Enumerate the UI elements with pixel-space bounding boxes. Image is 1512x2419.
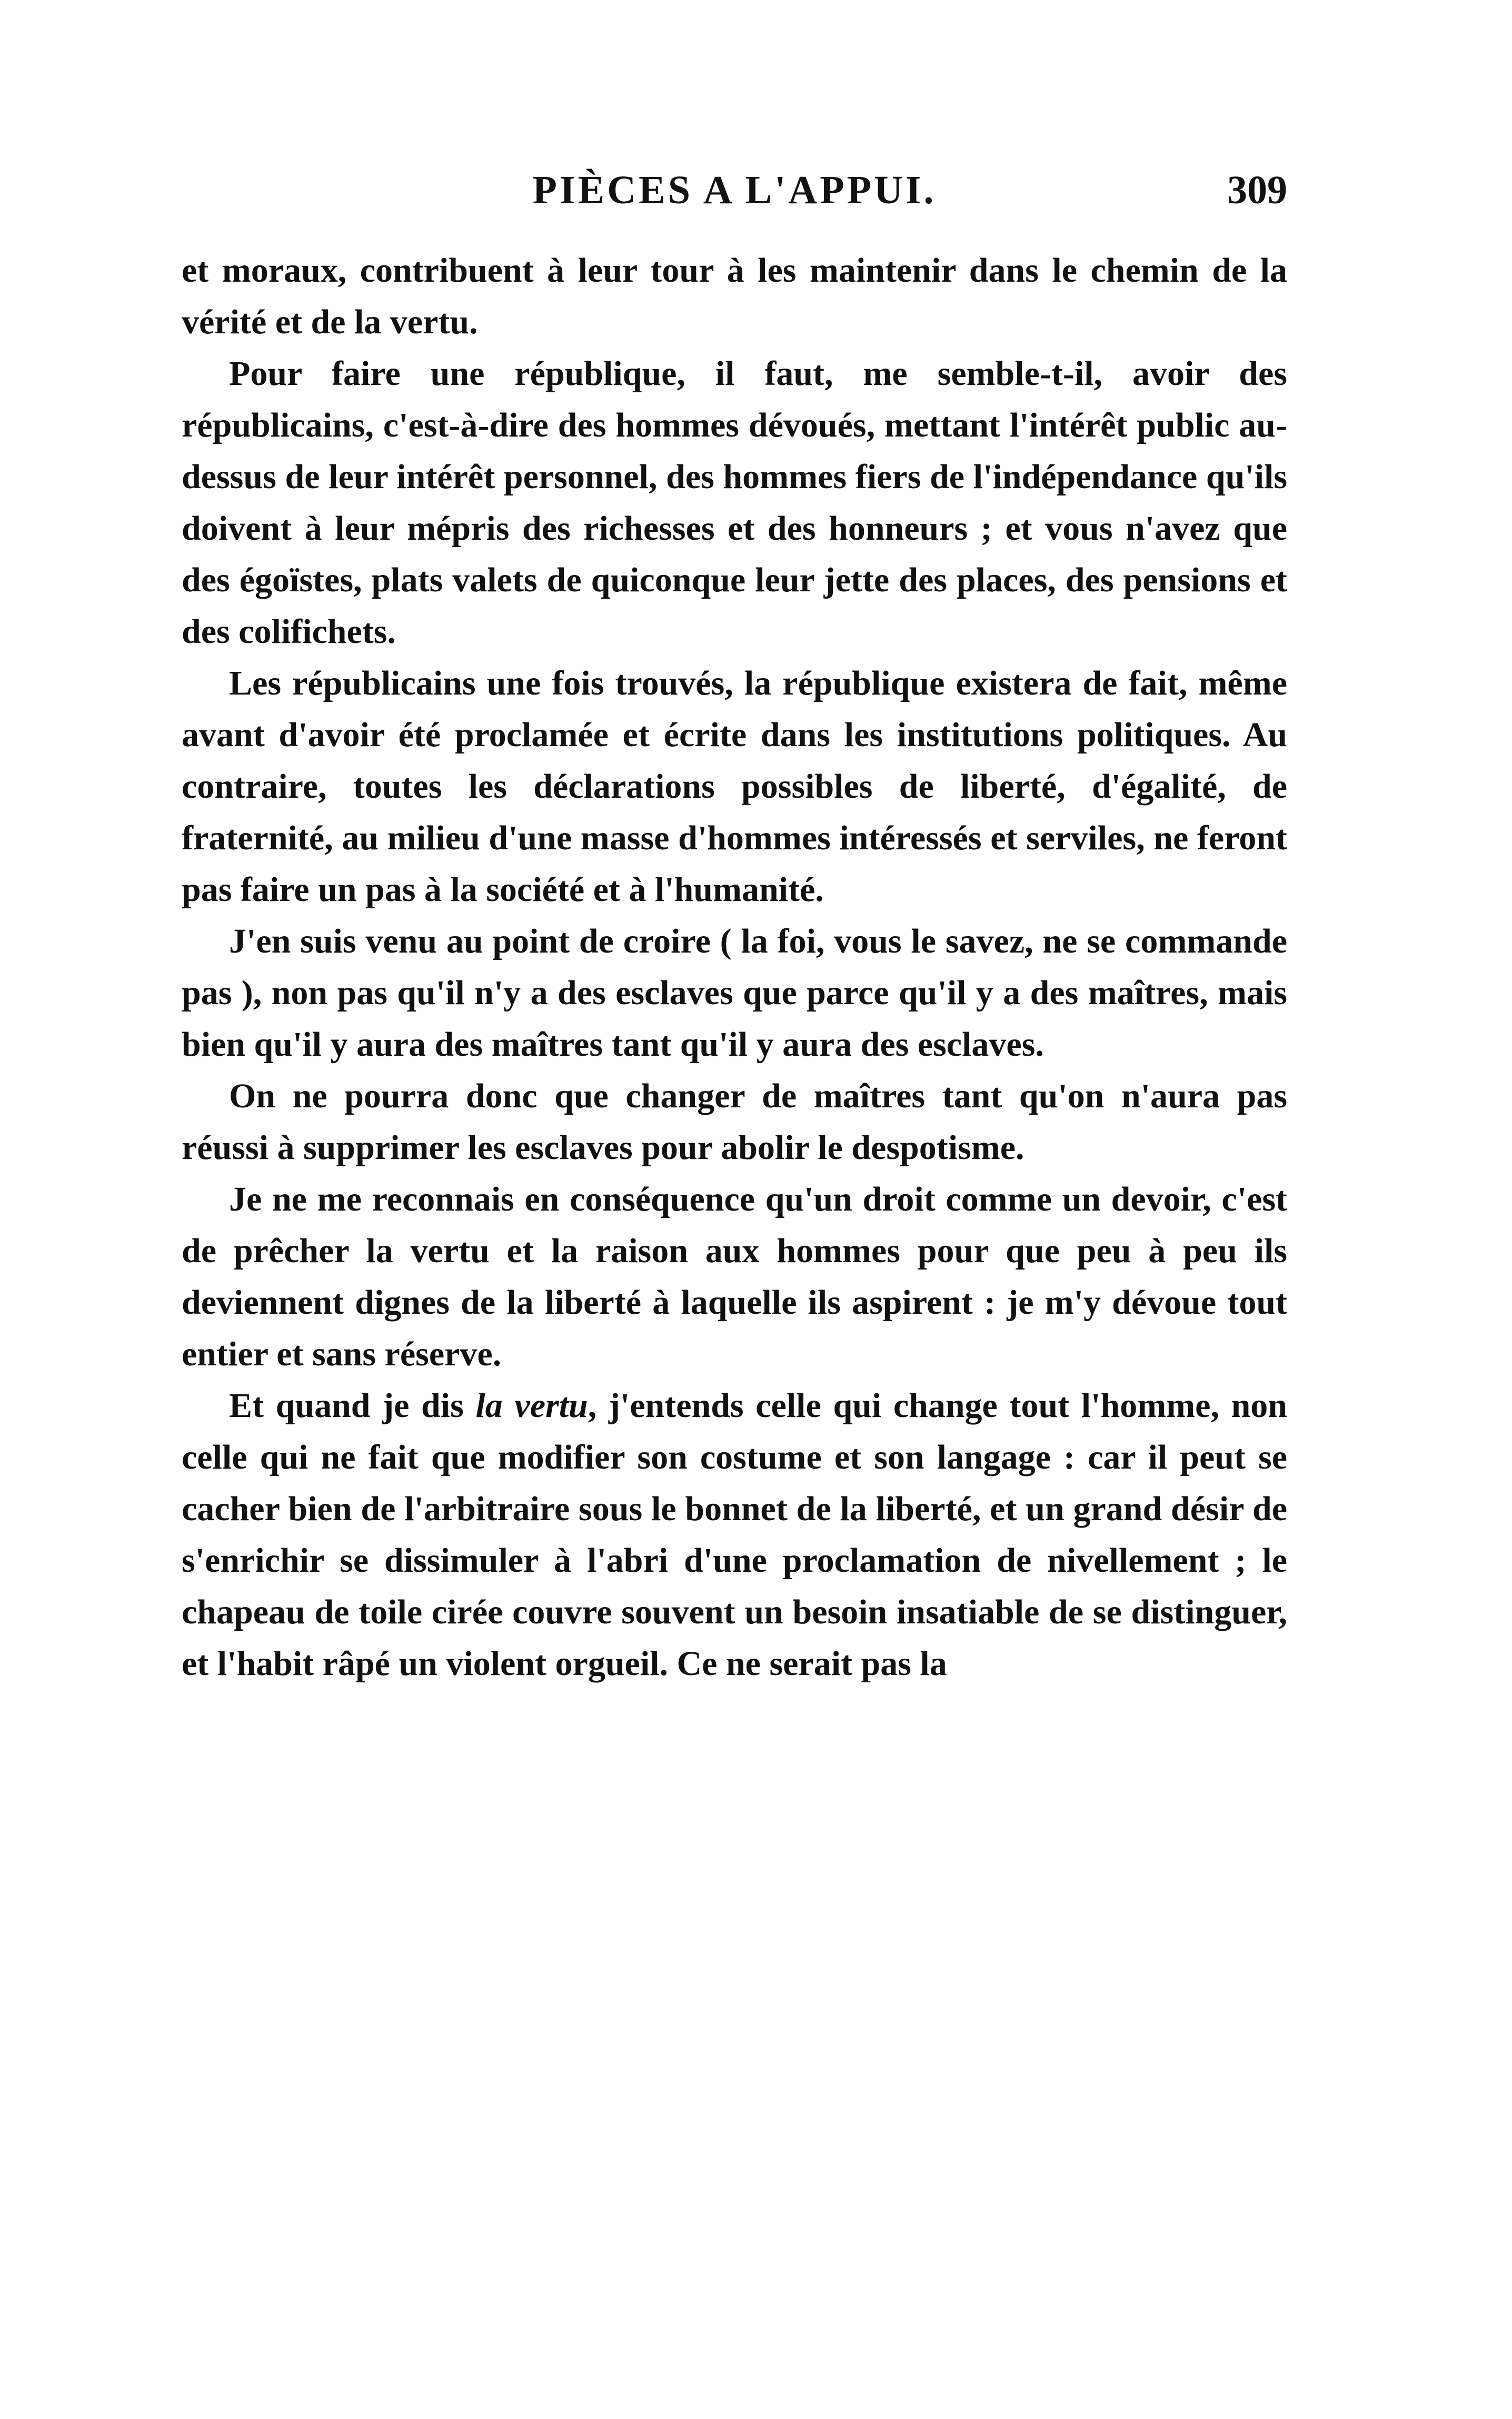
- vertu-before: Et quand je dis: [229, 1386, 476, 1425]
- paragraph-republique: Pour faire une république, il faut, me semble-t-il, avoir des républicains, c'est-à-dire des hommes dévoués, mettant l'intérêt public au-dessus de leur intérêt personnel, des hommes fiers de l'indépendance qu'ils doivent à leur mépris des richesses et des honneurs ; et vous n'avez que des égoïstes, plats valets de quiconque leur jette des places, des pensions et des colifichets.: [182, 354, 1287, 651]
- page-number: 309: [1227, 168, 1287, 212]
- paragraph-maitres: J'en suis venu au point de croire ( la foi, vous le savez, ne se commande pas ), non pas qu'il n'y a des esclaves que parce qu'il y a des maîtres, mais bien qu'il y aura des maîtres tant qu'il y aura des esclaves.: [182, 922, 1287, 1064]
- running-title: PIÈCES A L'APPUI.: [532, 168, 937, 212]
- paragraph-vertu: [182, 1380, 1287, 1690]
- vertu-after: , j'entends celle qui change tout l'homme, non celle qui ne fait que modifier son costume et son langage : car il peut se cacher bien de l'arbitraire sous le bonnet de la liberté, et un grand désir de s'enrichir se dissimuler à l'abri d'une proclamation de nivellement ; le chapeau de toile cirée couvre souvent un besoin insatiable de se distinguer, et l'habit râpé un violent orgueil. Ce ne serait pas la: [182, 1386, 1288, 1683]
- body-text: [182, 245, 1287, 1690]
- paragraph-continuation: et moraux, contribuent à leur tour à les maintenir dans le chemin de la vérité et de la vertu.: [182, 251, 1287, 341]
- paragraph-droit: Je ne me reconnais en conséquence qu'un droit comme un devoir, c'est de prêcher la vertu et la raison aux hommes pour que peu à peu ils deviennent dignes de la liberté à laquelle ils aspirent : je m'y dévoue tout entier et sans réserve.: [182, 1180, 1287, 1373]
- vertu-emphasis: la vertu: [475, 1386, 588, 1425]
- page-header: [182, 167, 1287, 225]
- paragraph-despotisme: On ne pourra donc que changer de maîtres tant qu'on n'aura pas réussi à supprimer les esclaves pour abolir le despotisme.: [182, 1077, 1287, 1167]
- paragraph-republicains: Les républicains une fois trouvés, la république existera de fait, même avant d'avoir été proclamée et écrite dans les institutions politiques. Au contraire, toutes les déclarations possibles de liberté, d'égalité, de fraternité, au milieu d'une masse d'hommes intéressés et serviles, ne feront pas faire un pas à la société et à l'humanité.: [182, 664, 1287, 909]
